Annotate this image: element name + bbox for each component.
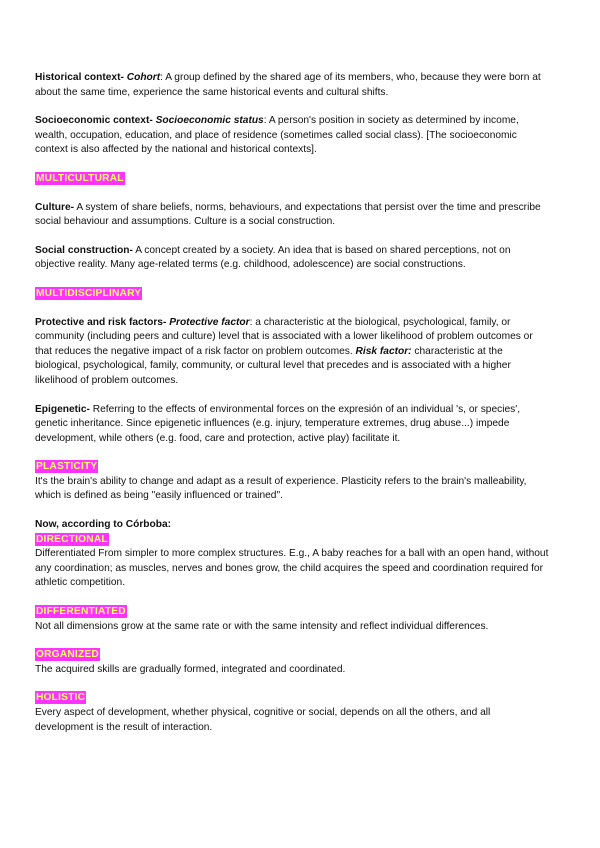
culture-term: Culture- <box>35 201 75 213</box>
holistic-text: Every aspect of development, whether physical, cognitive or social, depends on all the others, and all development is the result of interaction. <box>35 707 491 733</box>
risk-factor-term: Risk factor: <box>355 345 412 357</box>
socioeconomic-context-paragraph <box>35 114 550 158</box>
historical-context-paragraph <box>35 71 550 100</box>
directional-text: Differentiated From simpler to more complex structures. E.g., A baby reaches for a ball with an open hand, without any coordination; as muscles, nerves and bones grow, the child acquires the speed and coordination required for athletic competition. <box>35 548 549 589</box>
socioeconomic-context-text: : A person's position in society as determined by income, wealth, occupation, education, and place of residence (sometimes called social class). [The socioeconomic context is also affected by the national and historical contexts]. <box>35 115 519 156</box>
social-construction-text: A concept created by a society. An idea that is based on shared perceptions, not on objective reality. Many age-related terms (e.g. childhood, adolescence) are social constructions. <box>35 244 511 271</box>
epigenetic-text: Referring to the effects of environmental forces on the expresión of an individual 's, or species', genetic inheritance. Since epigenetic influences (e.g. injury, temperature extremes, drug abuse...) impede development, while others (e.g. food, care and protection, active play) facilitate it. <box>35 403 521 444</box>
organized-text: The acquired skills are gradually formed, integrated and coordinated. <box>35 663 346 675</box>
risk-factor-text: characteristic at the biological, psychological, family, community, or cultural level that precedes and is associated with a higher likelihood of problem outcomes. <box>35 345 511 386</box>
protective-factor-term: Protective factor <box>169 316 250 328</box>
multicultural-tag: MULTICULTURAL <box>36 172 124 184</box>
social-construction-term: Social construction- <box>35 244 133 256</box>
socioeconomic-context-term: Socioeconomic context- <box>35 115 153 127</box>
epigenetic-paragraph <box>35 403 550 447</box>
protective-risk-paragraph <box>35 316 550 389</box>
differentiated-text: Not all dimensions grow at the same rate or with the same intensity and reflect individual differences. <box>35 620 489 632</box>
social-construction-paragraph <box>35 244 550 273</box>
historical-context-term: Historical context- <box>35 72 124 83</box>
cordoba-heading <box>35 518 550 533</box>
culture-paragraph <box>35 201 550 230</box>
directional-tag: DIRECTIONAL <box>36 533 108 545</box>
cordoba-heading-text: Now, according to Córboba: <box>35 519 172 531</box>
plasticity-text: It's the brain's ability to change and adapt as a result of experience. Plasticity refers to the brain's malleability, which is defined as being "easily influenced or trained". <box>35 475 527 502</box>
socioeconomic-status-term: Socioeconomic status <box>155 115 264 127</box>
culture-text: A system of share beliefs, norms, behaviours, and expectations that persist over the time and prescribe social behaviour and assumptions. Culture is a social construction. <box>35 201 541 228</box>
plasticity-tag: PLASTICITY <box>36 461 98 473</box>
differentiated-tag: DIFFERENTIATED <box>36 606 126 618</box>
multidisciplinary-tag: MULTIDISCIPLINARY <box>36 287 142 299</box>
cohort-term: Cohort <box>126 72 161 83</box>
epigenetic-term: Epigenetic- <box>35 403 90 415</box>
holistic-tag: HOLISTIC <box>36 692 86 704</box>
organized-tag: ORGANIZED <box>36 649 99 661</box>
protective-risk-term: Protective and risk factors- <box>35 316 167 328</box>
historical-context-text: : A group defined by the shared age of its members, who, because they were born at about the same time, experience the same historical events and cultural shifts. <box>35 72 541 98</box>
protective-factor-text: : a characteristic at the biological, psychological, family, or community (including peers and culture) level that is associated with a lower likelihood of problem outcomes or that reduces the negative impact of a risk factor on problem outcomes. <box>35 316 533 357</box>
